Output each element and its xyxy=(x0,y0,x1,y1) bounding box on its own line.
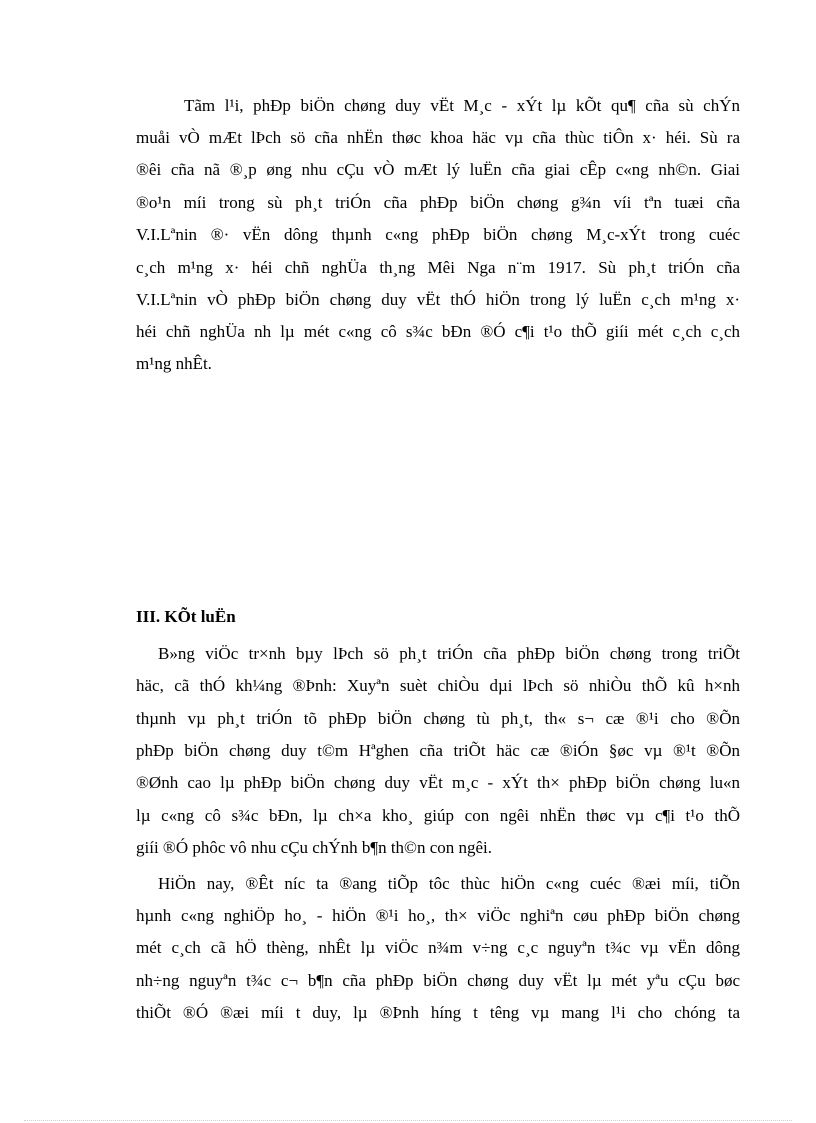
paragraph-line: B»ng viÖc tr×nh bµy lÞch sö ph¸t triÓn cña phÐp biÖn chøng trong triÕt xyxy=(158,644,740,663)
paragraph-line: ®o¹n míi trong sù ph¸t triÓn cña phÐp biÖn chøng g¾n víi tªn tuæi cña xyxy=(136,193,740,212)
paragraph-line: Tãm l¹i, phÐp biÖn chøng duy vËt M¸c - xÝt lµ kÕt qu¶ cña sù chÝn xyxy=(184,96,740,115)
paragraph-line: mét c¸ch cã hÖ thèng, nhÊt lµ viÖc n¾m v÷ng c¸c nguyªn t¾c vµ vËn dông xyxy=(136,938,740,957)
paragraph-line: häc, cã thÓ kh¼ng ®Þnh: Xuyªn suèt chiÒu dµi lÞch sö nhiÒu thÕ kû h×nh xyxy=(136,676,740,695)
paragraph-line: lµ c«ng cô s¾c bÐn, lµ ch×a kho¸ giúp con ngêi nhËn thøc vµ c¶i t¹o thÕ xyxy=(136,806,740,825)
paragraph-line: ®êi cña nã ®¸p øng nhu cÇu vÒ mÆt lý luËn cña giai cÊp c«ng nh©n. Giai xyxy=(136,160,740,179)
paragraph-line: giíi ®Ó phôc vô nhu cÇu chÝnh b¶n th©n con ngêi. xyxy=(136,838,493,857)
section-heading: III. KÕt luËn xyxy=(136,607,236,626)
paragraph-line: héi chñ nghÜa nh lµ mét c«ng cô s¾c bÐn ®Ó c¶i t¹o thÕ giíi mét c¸ch c¸ch xyxy=(136,322,740,341)
paragraph-line: muåi vÒ mÆt lÞch sö cña nhËn thøc khoa häc vµ cña thùc tiÔn x· héi. Sù ra xyxy=(136,128,740,147)
paragraph-line: V.I.Lªnin ®· vËn dông thµnh c«ng phÐp biÖn chøng M¸c-xÝt trong cuéc xyxy=(136,225,740,244)
paragraph-line: HiÖn nay, ®Êt níc ta ®ang tiÕp tôc thùc hiÖn c«ng cuéc ®æi míi, tiÕn xyxy=(158,874,740,893)
paragraph-line: ®Ønh cao lµ phÐp biÖn chøng duy vËt m¸c - xÝt th× phÐp biÖn chøng lu«n xyxy=(136,773,740,792)
paragraph-line: thiÕt ®Ó ®æi míi t duy, lµ ®Þnh híng t têng vµ mang l¹i cho chóng ta xyxy=(136,1003,740,1022)
paragraph-line: phÐp biÖn chøng duy t©m Hªghen cña triÕt häc cæ ®iÓn §øc vµ ®¹t ®Õn xyxy=(136,741,740,760)
paragraph-line: m¹ng nhÊt. xyxy=(136,354,212,373)
paragraph-line: thµnh vµ ph¸t triÓn tõ phÐp biÖn chøng tù ph¸t, th« s¬ cæ ®¹i cho ®Õn xyxy=(136,709,740,728)
paragraph-line: nh÷ng nguyªn t¾c c¬ b¶n cña phÐp biÖn chøng duy vËt lµ mét yªu cÇu bøc xyxy=(136,971,740,990)
paragraph-line: hµnh c«ng nghiÖp ho¸ - hiÖn ®¹i ho¸, th× viÖc nghiªn cøu phÐp biÖn chøng xyxy=(136,906,740,925)
paragraph-line: c¸ch m¹ng x· héi chñ nghÜa th¸ng Mêi Nga n¨m 1917. Sù ph¸t triÓn cña xyxy=(136,258,740,277)
page-bottom-divider xyxy=(24,1120,792,1121)
paragraph-line: V.I.Lªnin vÒ phÐp biÖn chøng duy vËt thÓ hiÖn trong lý luËn c¸ch m¹ng x· xyxy=(136,290,740,309)
